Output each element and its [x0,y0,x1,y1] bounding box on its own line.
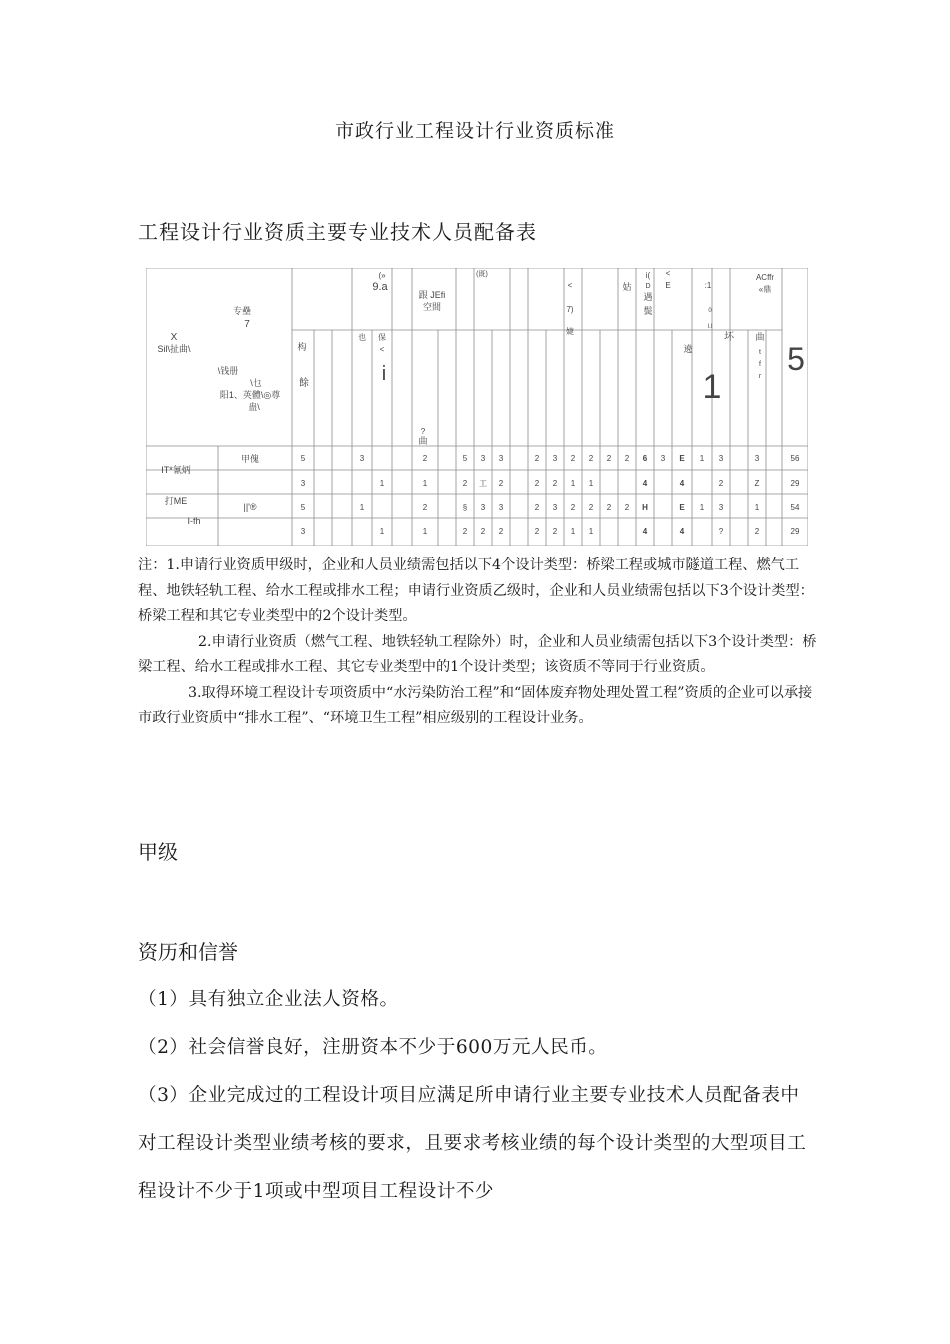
table-grid [146,268,808,546]
table-cell: 工 [479,479,487,488]
table-header-text: 婕 [566,327,574,336]
row-grade-label: 甲傀 [240,454,260,464]
table-cell: 4 [642,479,648,488]
table-header-text: ? [420,427,426,436]
table-header-text: 1 [702,368,722,406]
table-cell: 3 [359,454,365,463]
table-cell: 3 [498,454,504,463]
table-cell: 2 [534,454,540,463]
credit-paragraphs [138,976,810,1216]
table-cell: 29 [790,527,800,536]
table-cell: 2 [624,454,630,463]
table-header-text: r [758,373,762,380]
table-cell: 1 [570,479,576,488]
table-header-text: 餘 [299,378,309,389]
corner-label: 蛊\ [248,402,260,412]
note-3: 3.取得环境工程设计专项资质中“水污染防治工程”和“固体废弃物处理处置工程”资质的企业可以承接市政行业资质中“排水工程”、“环境卫生工程”相应级别的工程设计业务。 [138,684,813,726]
note-2: 2.申请行业资质（燃气工程、地铁轻轨工程除外）时，企业和人员业绩需包括以下3个设计类型：桥梁工程、给水工程或排水工程、其它专业类型中的1个设计类型；该资质不等同于行业资质。 [138,633,817,675]
table-cell: 1 [422,527,428,536]
table-header-text: 遶 [683,344,693,354]
table-cell: 3 [300,527,306,536]
table-cell: § [462,503,468,512]
corner-label: X [170,332,178,343]
table-cell: 2 [588,454,594,463]
corner-label: 阳1、英體\◎尊 [219,390,281,400]
table-header-text: (» [378,271,386,280]
table-cell: 2 [480,527,486,536]
row-grade-label: ||'® [243,502,257,512]
table-cell: 2 [570,454,576,463]
row-group-label: IT*氰炳 [161,465,191,475]
table-header-text: 7) [566,305,574,314]
row-group-label: 打ME [164,496,188,506]
table-cell: 2 [588,503,594,512]
table-cell: 3 [718,503,724,512]
table-header-text: 空間 [422,302,442,312]
table-header-text: ACffr [755,273,775,282]
table-cell: 3 [480,503,486,512]
table-cell: 2 [534,527,540,536]
table-cell: 1 [699,454,705,463]
table-cell: 3 [498,503,504,512]
table-cell: 2 [498,479,504,488]
table-header-text: < [379,345,385,354]
table-header-text: 构 [297,342,307,352]
paragraph-2: （2）社会信誉良好，注册资本不少于600万元人民币。 [138,1037,608,1058]
table-header-text: < [665,269,671,278]
table-header-text: 曲 [418,436,428,446]
table-cell: 2 [606,503,612,512]
table-cell: 1 [588,527,594,536]
table-cell: 54 [790,503,800,512]
table-header-text: :1 [704,281,712,290]
row-group-label: I-fh [187,516,201,526]
corner-label: 专壘 [232,306,252,316]
table-header-text: i [381,363,387,385]
table-cell: 1 [588,479,594,488]
table-header-text: (既) [476,271,488,278]
table-cell: 2 [552,527,558,536]
table-cell: 2 [606,454,612,463]
table-cell: 2 [498,527,504,536]
table-header-text: 鬓 [643,306,653,316]
table-cell: Z [754,479,760,488]
table-cell: 1 [422,479,428,488]
table-header-text: 也 [358,333,366,342]
corner-label: \钱册 [217,366,239,376]
table-cell: 3 [660,454,666,463]
table-cell: 4 [642,527,648,536]
table-cell: 2 [718,479,724,488]
table-cell: 2 [534,503,540,512]
table-cell: 2 [754,527,760,536]
table-header-text: 遇 [643,292,653,302]
table-cell: 2 [462,479,468,488]
table-cell: E [679,503,685,512]
table-cell: 3 [480,454,486,463]
table-header-text: t [759,349,761,356]
table-header-text: 坏 [724,332,734,343]
table-header-text: l.l [707,324,713,330]
table-cell: 1 [754,503,760,512]
table-header-text: 跟 JEfi [418,290,446,300]
table-cell: 5 [300,503,306,512]
table-cell: 2 [422,503,428,512]
section-grade-heading: 甲级 [138,840,178,864]
staff-requirement-table [146,268,808,546]
table-title: 工程设计行业资质主要专业技术人员配备表 [138,220,537,244]
corner-label: Sil\扯曲\ [157,344,191,354]
table-header-text: 9.a [372,281,388,293]
table-cell: 3 [552,503,558,512]
table-cell: 3 [718,454,724,463]
table-cell: 1 [699,503,705,512]
table-cell: 2 [552,479,558,488]
table-header-text: i( [645,271,651,280]
table-cell: 1 [379,479,385,488]
table-header-text: f [759,361,761,368]
table-header-text: 保 [378,333,386,342]
table-cell: ? [718,527,724,536]
table-cell: 3 [754,454,760,463]
note-1: 注：1.申请行业资质甲级时，企业和人员业绩需包括以下4个设计类型：桥梁工程或城市隧道工程、燃气工程、地铁轻轨工程、给水工程或排水工程；申请行业资质乙级时，企业和人员业绩需包括以下3个设计类型：桥梁工程和其它专业类型中的2个设计类型。 [138,557,814,624]
table-cell: E [679,454,685,463]
table-cell: 6 [642,454,648,463]
table-cell: 5 [300,454,306,463]
table-header-text: E [665,281,671,290]
table-cell: 4 [679,479,685,488]
table-header-text: 5 [787,341,805,377]
table-cell: 2 [534,479,540,488]
table-header-text: 曲 [755,332,765,342]
section-credit-heading: 资历和信誉 [138,940,238,964]
table-header-text: 姑 [622,282,632,292]
corner-label: \乜 [250,378,262,388]
table-header-text: «鼎 [758,285,772,294]
table-cell: 56 [790,454,800,463]
table-cell: 2 [624,503,630,512]
paragraph-3: （3）企业完成过的工程设计项目应满足所申请行业主要专业技术人员配备表中对工程设计类型业绩考核的要求，且要求考核业绩的每个设计类型的大型项目工程设计不少于1项或中型项目工程设计不少 [138,1085,807,1202]
corner-label: 7 [244,319,250,330]
table-cell: 1 [570,527,576,536]
page-title: 市政行业工程设计行业资质标准 [334,120,615,142]
table-cell: 2 [422,454,428,463]
table-cell: 4 [679,527,685,536]
table-cell: 5 [462,454,468,463]
table-cell: 2 [462,527,468,536]
table-cell: H [642,503,648,512]
table-cell: 3 [552,454,558,463]
table-cell: 29 [790,479,800,488]
table-cell: 1 [359,503,365,512]
table-cell: 2 [570,503,576,512]
table-header-text: < [567,281,573,290]
table-notes [138,553,820,732]
table-cell: 1 [379,527,385,536]
table-header-text: 0 [708,308,712,314]
table-header-text: D [645,283,651,290]
table-cell: 3 [300,479,306,488]
paragraph-1: （1）具有独立企业法人资格。 [138,989,399,1010]
